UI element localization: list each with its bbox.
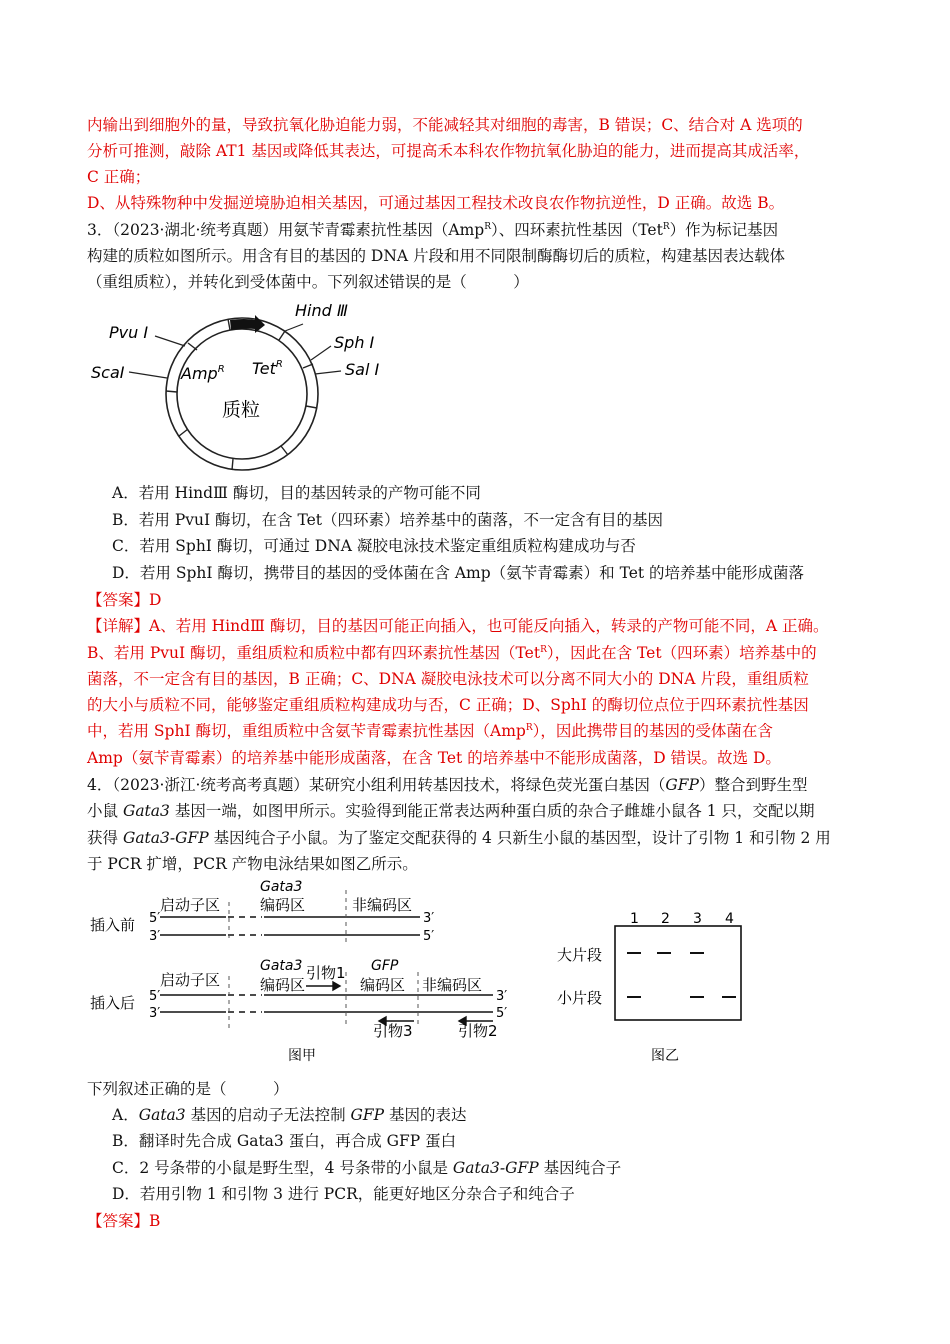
primer1-arrow-icon xyxy=(333,982,340,990)
question-4-stem: 于 PCR 扩增，PCR 产物电泳结果如图乙所示。 xyxy=(87,855,418,873)
coding-label: 编码区 xyxy=(360,976,406,994)
option-a: A．Gata3 基因的启动子无法控制 GFP 基因的表达 xyxy=(112,1106,467,1124)
question-3-stem: （重组质粒），并转化到受体菌中。下列叙述错误的是（ ） xyxy=(87,273,529,291)
detail-line: 的大小与质粒不同，能够鉴定重组质粒构建成功与否，C 正确；D、SphI 的酶切位点位于四环素抗性基因 xyxy=(87,696,809,714)
sphi-label: Sph Ⅰ xyxy=(334,333,375,352)
explanation-line: 分析可推测，敲除 AT1 基因或降低其表达，可提高禾本科农作物抗氧化胁迫的能力，进而提高其成活率， xyxy=(87,142,810,160)
option-d: D．若用引物 1 和引物 3 进行 PCR，能更好地区分杂合子和纯合子 xyxy=(112,1185,575,1203)
noncoding-label: 非编码区 xyxy=(352,896,413,914)
scai-label: ScaⅠ xyxy=(91,363,125,382)
after-insertion-label: 插入后 xyxy=(90,994,136,1012)
question-4-stem: 4．（2023·浙江·统考高考真题）某研究小组利用转基因技术，将绿色荧光蛋白基因（GFP）整合到野生型 xyxy=(87,776,808,794)
gata3-label: Gata3 xyxy=(260,879,303,895)
detail-line: 菌落，不一定含有目的基因，B 正确；C、DNA 凝胶电泳技术可以分离不同大小的 DNA 片段，重组质粒 xyxy=(87,670,809,688)
question-3-stem: 3．（2023·湖北·统考真题）用氨苄青霉素抗性基因（Amp$^R$）、四环素抗性基因（Tet$^R$）作为标记基因 xyxy=(87,221,779,239)
lane-label: 1 xyxy=(630,911,639,927)
option-d: D．若用 SphI 酶切，携带目的基因的受体菌在含 Amp（氨苄青霉素）和 Tet 的培养基中能形成菌落 xyxy=(112,564,805,582)
three-prime-label: 3′ xyxy=(149,929,161,944)
lane-label: 4 xyxy=(725,911,734,927)
primer3-label: 引物3 xyxy=(373,1022,413,1040)
plasmid-outer-ring xyxy=(166,318,318,470)
lane-label: 2 xyxy=(661,911,670,927)
option-b: B．翻译时先合成 Gata3 蛋白，再合成 GFP 蛋白 xyxy=(112,1132,457,1150)
five-prime-label: 5′ xyxy=(149,989,161,1004)
question-4-stem: 小鼠 Gata3 基因一端，如图甲所示。实验得到能正常表达两种蛋白质的杂合子雌雄小鼠各 1 只，交配以期 xyxy=(87,802,815,820)
lane-label: 3 xyxy=(693,911,702,927)
tetr-label: Tet$^R$ xyxy=(252,359,283,378)
noncoding-label: 非编码区 xyxy=(422,976,483,994)
primer2-label: 引物2 xyxy=(458,1022,498,1040)
three-prime-label: 3′ xyxy=(149,1006,161,1021)
detail-line: Amp（氨苄青霉素）的培养基中能形成菌落，在含 Tet 的培养基中不能形成菌落，D 错误。故选 D。 xyxy=(87,749,781,767)
small-fragment-label: 小片段 xyxy=(557,989,603,1007)
five-prime-label: 5′ xyxy=(496,1006,508,1021)
question-3-stem: 构建的质粒如图所示。用含有目的基因的 DNA 片段和用不同限制酶酶切后的质粒，构建基因表达载体 xyxy=(87,247,786,265)
option-a: A．若用 HindⅢ 酶切，目的基因转录的产物可能不同 xyxy=(112,484,481,502)
promoter-label: 启动子区 xyxy=(160,971,221,989)
question-4-prompt: 下列叙述正确的是（ ） xyxy=(87,1080,289,1098)
gfp-label: GFP xyxy=(371,958,399,974)
promoter-label: 启动子区 xyxy=(160,896,221,914)
explanation-line: 内输出到细胞外的量，导致抗氧化胁迫能力弱，不能减轻其对细胞的毒害，B 错误；C、结合对 A 选项的 xyxy=(87,116,803,134)
figure-a-gene-diagram xyxy=(88,876,528,1072)
question-4-stem: 获得 Gata3-GFP 基因纯合子小鼠。为了鉴定交配获得的 4 只新生小鼠的基因型，设计了引物 1 和引物 2 用 xyxy=(87,829,831,847)
coding-label: 编码区 xyxy=(260,976,306,994)
sali-label: Sal Ⅰ xyxy=(345,360,380,379)
plasmid-center-label: 质粒 xyxy=(222,399,261,421)
primer1-label: 引物1 xyxy=(306,964,346,982)
answer-label: 【答案】D xyxy=(87,591,162,609)
coding-label: 编码区 xyxy=(260,896,306,914)
detail-line: 中，若用 SphI 酶切，重组质粒中含氨苄青霉素抗性基因（Amp$^R$），因此携带目的基因的受体菌在含 xyxy=(87,722,773,740)
gata3-label: Gata3 xyxy=(260,958,303,974)
option-b: B．若用 PvuI 酶切，在含 Tet（四环素）培养基中的菌落，不一定含有目的基因 xyxy=(112,511,664,529)
five-prime-label: 5′ xyxy=(149,911,161,926)
detail-line: 【详解】A、若用 HindⅢ 酶切，目的基因可能正向插入，也可能反向插入，转录的产物可能不同，A 正确。 xyxy=(87,617,829,635)
detail-line: B、若用 PvuI 酶切，重组质粒和质粒中都有四环素抗性基因（Tet$^R$），因此在含 Tet（四环素）培养基中的 xyxy=(87,644,817,662)
answer-label: 【答案】B xyxy=(87,1212,161,1230)
gel-frame xyxy=(615,926,741,1020)
hindiii-label: Hind Ⅲ xyxy=(295,301,348,320)
ampr-label: Amp$^R$ xyxy=(181,364,225,383)
three-prime-label: 3′ xyxy=(496,989,508,1004)
pvui-label: Pvu Ⅰ xyxy=(109,323,149,342)
five-prime-label: 5′ xyxy=(423,929,435,944)
explanation-line: D、从特殊物种中发掘逆境胁迫相关基因，可通过基因工程技术改良农作物抗逆性，D 正确。故选 B。 xyxy=(87,194,785,212)
plasmid-inner-ring xyxy=(177,329,307,459)
three-prime-label: 3′ xyxy=(423,911,435,926)
figure-b-caption: 图乙 xyxy=(651,1048,679,1064)
before-insertion-label: 插入前 xyxy=(90,916,136,934)
plasmid-diagram xyxy=(85,296,415,474)
figure-a-caption: 图甲 xyxy=(288,1048,316,1064)
explanation-line: C 正确； xyxy=(87,168,151,186)
large-fragment-label: 大片段 xyxy=(557,946,603,964)
figure-b-gel xyxy=(555,906,755,1066)
option-c: C．2 号条带的小鼠是野生型，4 号条带的小鼠是 Gata3-GFP 基因纯合子 xyxy=(112,1159,622,1177)
option-c: C．若用 SphI 酶切，可通过 DNA 凝胶电泳技术鉴定重组质粒构建成功与否 xyxy=(112,537,636,555)
